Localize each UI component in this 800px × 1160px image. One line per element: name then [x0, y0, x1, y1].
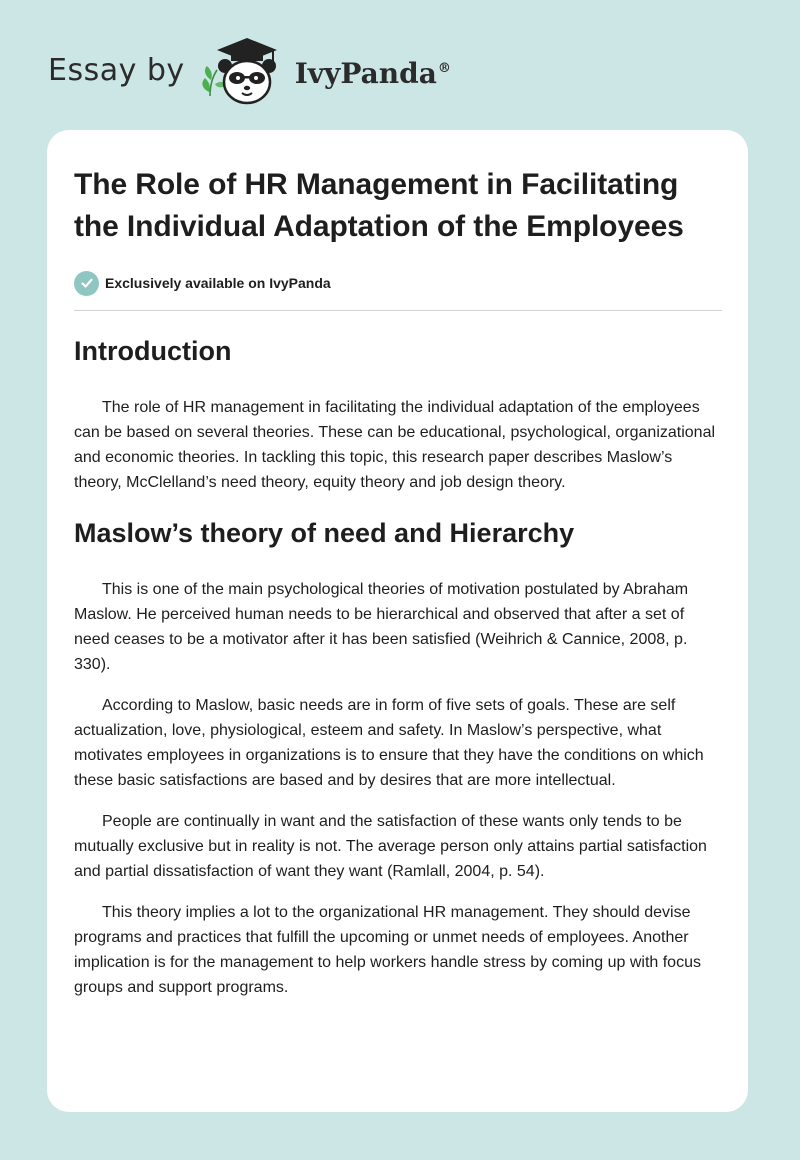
leaf-icon: [205, 66, 212, 80]
title-divider: [74, 310, 722, 311]
section-heading: Maslow’s theory of need and Hierarchy: [74, 518, 575, 548]
essay-card: [47, 130, 748, 1112]
brand-name-text: IvyPanda: [294, 56, 437, 90]
paragraph: The role of HR management in facilitating the individual adaptation of the employees can be based on several theories. These can be educational, psychological, organizational and economic theories. In tackling this topic, this research paper describes Maslow’s theory, McClelland’s need theory, equity theory and job design theory.: [74, 399, 716, 491]
paragraph: This theory implies a lot to the organizational HR management. They should devise programs and practices that fulfill the upcoming or unmet needs of employees. Another implication is for the management to help workers handle stress by coming up with focus groups and support programs.: [74, 904, 701, 996]
paragraph: People are continually in want and the satisfaction of these wants only tends to be mutually exclusive but in reality is not. The average person only attains partial satisfaction and partial dissatisfaction of want they want (Ramlall, 2004, p. 54).: [74, 813, 707, 880]
section-maslow: [74, 515, 722, 1000]
exclusive-label: Exclusively available on IvyPanda: [105, 275, 331, 291]
registered-mark: ®: [437, 61, 451, 77]
page-title: The Role of HR Management in Facilitating the Individual Adaptation of the Employees: [74, 168, 684, 243]
brand-name: [295, 57, 451, 90]
check-circle-icon: [74, 271, 99, 296]
paragraph: This is one of the main psychological theories of motivation postulated by Abraham Maslow. He perceived human needs to be hierarchical and observed that after a set of need ceases to be a motivator after it has been satisfied (Weihrich & Cannice, 2008, p. 330).: [74, 581, 689, 673]
brand-prefix: Essay by: [48, 52, 185, 88]
paragraph: According to Maslow, basic needs are in form of five sets of goals. These are self actualization, love, physiological, esteem and safety. In Maslow’s perspective, what motivates employees in organizations is to ensure that they have the conditions on which these basic satisfactions are based and by desires that are more intellectual.: [74, 697, 704, 789]
site-header: [48, 36, 451, 108]
panda-graduate-icon: [197, 36, 289, 108]
section-introduction: [74, 333, 722, 495]
section-heading: Introduction: [74, 336, 232, 366]
exclusive-badge: [74, 270, 722, 296]
